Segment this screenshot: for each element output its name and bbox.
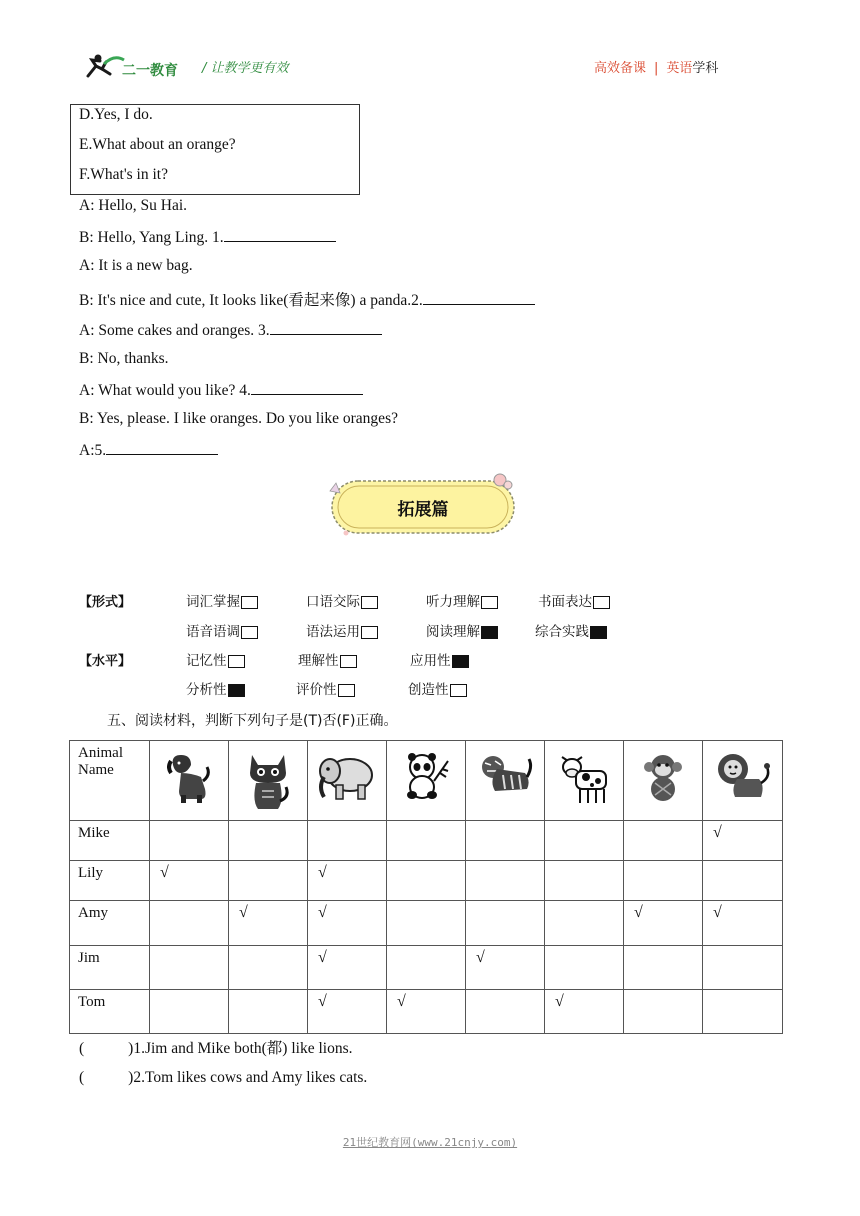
dialogue-text: A: What would you like? 4. [79,382,251,399]
mark-cell [387,901,466,946]
mark-cell [466,901,545,946]
answer-blank-4[interactable] [251,380,363,395]
dialogue-text: B: No, thanks. [79,350,169,367]
header-black: 学科 [692,61,719,76]
tf-question-2 [79,1069,367,1087]
form-item-label: 书面表达 [538,594,592,610]
mark-cell [229,990,308,1034]
dialogue-line [79,440,218,460]
form-checkbox-checked[interactable] [590,626,607,639]
level-item-label: 记忆性 [186,653,227,669]
mark-cell [229,861,308,901]
form-item-label: 综合实践 [535,624,589,640]
check-mark: √ [160,864,169,881]
answer-blank-3[interactable] [270,320,382,335]
form-checkbox[interactable] [593,596,610,609]
mark-cell [545,861,624,901]
monkey-icon [639,751,687,803]
mark-cell [229,946,308,990]
form-item [535,620,607,640]
mark-cell [308,946,387,990]
row-name: Tom [70,990,150,1034]
mark-cell [466,821,545,861]
mark-cell [624,861,703,901]
option-f: F.What's in it? [79,166,168,183]
dog-icon [167,751,211,805]
level-item-label: 分析性 [186,682,227,698]
footer-link[interactable]: 21世纪教育网(www.21cnjy.com) [342,1136,518,1149]
form-item-label: 语音语调 [186,624,240,640]
level-item [410,649,469,669]
table-row [70,946,783,990]
mark-cell [308,990,387,1034]
check-mark: √ [318,864,327,881]
level-item [298,649,357,669]
level-item [186,649,245,669]
cow-icon [558,751,610,805]
mark-cell [466,990,545,1034]
question-paren-close: ) [128,1040,134,1057]
check-mark: √ [318,949,327,966]
table-header-row [70,741,783,821]
dialogue-text: B: It's nice and cute, It looks like(看起来像) a panda.2. [79,292,423,309]
form-item [538,590,610,610]
option-e: E.What about an orange? [79,136,236,153]
mark-cell [308,861,387,901]
table-row [70,990,783,1034]
dialogue-line [79,288,535,310]
mark-cell [387,946,466,990]
option-d: D.Yes, I do. [79,106,153,123]
check-mark: √ [713,824,722,841]
section-banner [326,471,520,541]
mark-cell [703,901,783,946]
dialogue-text: B: Hello, Yang Ling. 1. [79,229,224,246]
mark-cell [545,901,624,946]
check-mark: √ [318,904,327,921]
animal-cell [150,741,229,821]
row-name: Lily [70,861,150,901]
animal-cell [466,741,545,821]
animal-cell [624,741,703,821]
dialogue-line [79,257,193,275]
corner-label-2: Name [78,762,114,778]
mark-cell [308,901,387,946]
slogan: / 让教学更有效 [202,61,289,76]
runner-logo-icon [84,52,194,82]
elephant-icon [316,751,378,803]
answer-blank-1[interactable] [224,227,336,242]
dialogue-text: A:5. [79,442,107,459]
header-red-2: 英语 [666,61,693,76]
level-checkbox[interactable] [228,655,245,668]
table-row [70,861,783,901]
mark-cell [150,861,229,901]
form-checkbox[interactable] [241,596,258,609]
check-mark: √ [555,993,564,1010]
level-item [186,678,245,698]
table-row [70,901,783,946]
table-row [70,821,783,861]
animal-cell [229,741,308,821]
mark-cell [387,990,466,1034]
mark-cell [466,861,545,901]
dialogue-text: A: It is a new bag. [79,257,193,274]
form-checkbox[interactable] [241,626,258,639]
logo-text: 二一教育 [122,63,178,79]
dialogue-text: A: Hello, Su Hai. [79,197,188,214]
check-mark: √ [397,993,406,1010]
level-checkbox-checked[interactable] [452,655,469,668]
level-item-label: 理解性 [298,653,339,669]
level-label: 【水平】 [79,654,132,669]
mark-cell [703,946,783,990]
form-checkbox[interactable] [361,596,378,609]
answer-blank-5[interactable] [106,440,218,455]
mark-cell [308,821,387,861]
row-name: Jim [70,946,150,990]
check-mark: √ [713,904,722,921]
corner-label-1: Animal [78,745,123,761]
mark-cell [703,821,783,861]
check-mark: √ [476,949,485,966]
header-separator: | [654,61,659,76]
mark-cell [229,821,308,861]
dialogue-line [79,380,363,400]
section-title: 五、阅读材料，判断下列句子是(T)否(F)正确。 [107,713,398,729]
question-paren-open: ( [79,1069,85,1086]
dialogue-line [79,197,187,215]
mark-cell [387,821,466,861]
mark-cell [545,946,624,990]
question-paren-close: ) [128,1069,134,1086]
level-item-label: 应用性 [410,653,451,669]
level-checkbox[interactable] [450,684,467,697]
level-item [408,678,467,698]
form-item [426,620,498,640]
question-text: 2.Tom likes cows and Amy likes cats. [133,1069,368,1086]
animal-cell [703,741,783,821]
form-item-label: 阅读理解 [426,624,480,640]
row-name: Mike [70,821,150,861]
form-item-label: 语法运用 [306,624,360,640]
mark-cell [150,901,229,946]
row-name: Amy [70,901,150,946]
dialogue-text: B: Yes, please. I like oranges. Do you like oranges? [79,410,398,427]
header-subject [594,57,718,76]
mark-cell [466,946,545,990]
form-checkbox-checked[interactable] [481,626,498,639]
level-checkbox-checked[interactable] [228,684,245,697]
form-item [186,620,258,640]
tiger-icon [477,751,533,799]
dialogue-line [79,320,382,340]
form-item [426,590,498,610]
corner-cell [70,741,150,821]
answer-blank-2[interactable] [423,290,535,305]
animal-cell [545,741,624,821]
tf-question-1 [79,1036,352,1058]
mark-cell [150,946,229,990]
form-item [306,620,378,640]
dialogue-line [79,410,398,428]
mark-cell [387,861,466,901]
level-checkbox[interactable] [338,684,355,697]
panda-icon [402,751,450,801]
form-item [186,590,258,610]
animal-cell [308,741,387,821]
cat-icon [246,751,290,813]
mark-cell [624,990,703,1034]
animal-table [69,740,783,1034]
banner-title: 拓展篇 [397,500,449,520]
mark-cell [229,901,308,946]
question-paren-open: ( [79,1040,85,1057]
dialogue-line [79,227,336,247]
form-item-label: 口语交际 [306,594,360,610]
form-checkbox[interactable] [361,626,378,639]
mark-cell [624,821,703,861]
dialogue-text: A: Some cakes and oranges. 3. [79,322,270,339]
animal-cell [387,741,466,821]
mark-cell [703,861,783,901]
mark-cell [150,990,229,1034]
mark-cell [624,946,703,990]
header-red-1: 高效备课 [594,61,647,76]
check-mark: √ [239,904,248,921]
level-item-label: 评价性 [296,682,337,698]
form-item [306,590,378,610]
question-text: 1.Jim and Mike both(都) like lions. [133,1040,353,1057]
level-checkbox[interactable] [340,655,357,668]
mark-cell [703,990,783,1034]
level-item [296,678,355,698]
level-item-label: 创造性 [408,682,449,698]
check-mark: √ [634,904,643,921]
mark-cell [150,821,229,861]
form-checkbox[interactable] [481,596,498,609]
check-mark: √ [318,993,327,1010]
form-item-label: 听力理解 [426,594,480,610]
lion-icon [715,751,771,803]
form-item-label: 词汇掌握 [186,594,240,610]
mark-cell [545,821,624,861]
mark-cell [624,901,703,946]
form-label: 【形式】 [79,595,132,610]
brand-logo [84,52,194,82]
mark-cell [545,990,624,1034]
dialogue-line [79,350,169,368]
